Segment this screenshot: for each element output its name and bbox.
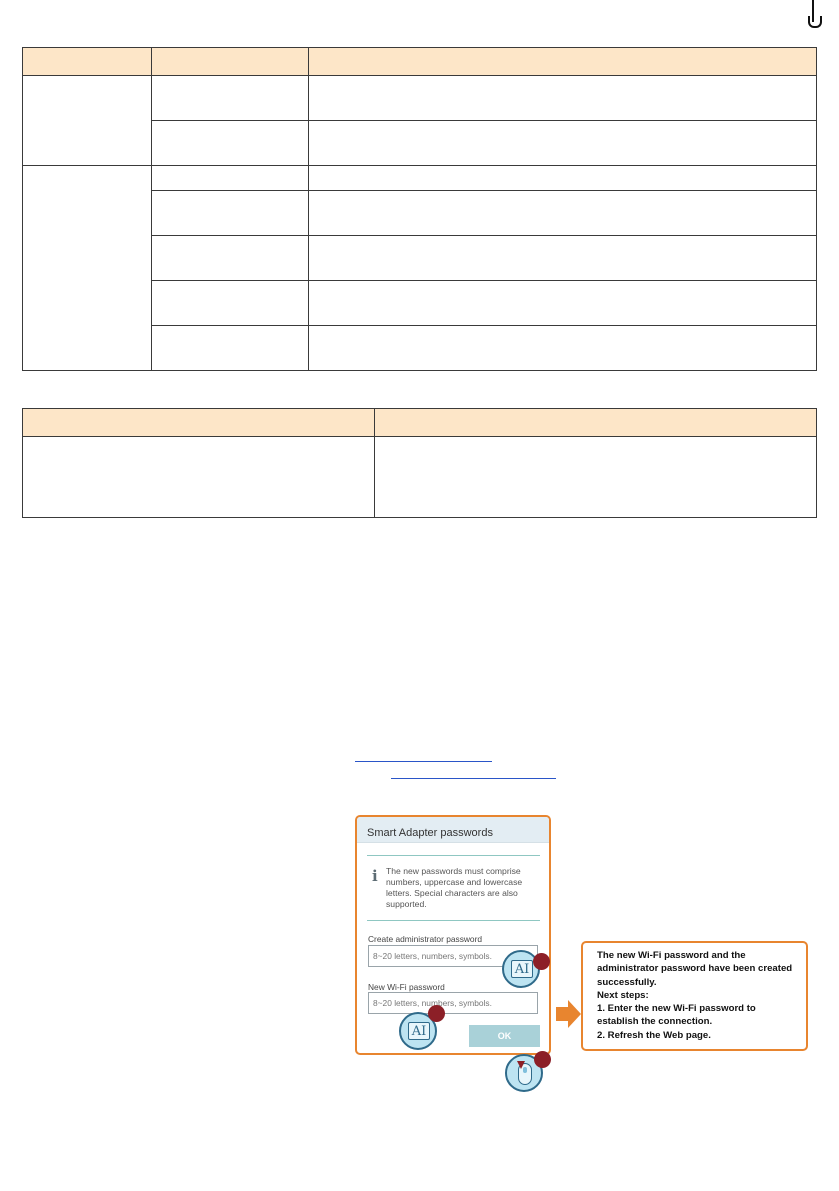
result-line: establish the connection. xyxy=(597,1016,713,1028)
divider xyxy=(367,920,540,921)
ok-button[interactable]: OK xyxy=(469,1025,540,1047)
table-header-cell xyxy=(152,48,309,76)
table-header-cell xyxy=(23,48,152,76)
table-cell xyxy=(152,326,309,371)
parameter-table xyxy=(22,47,817,371)
table-header-cell xyxy=(375,409,817,437)
wifi-password-field[interactable] xyxy=(368,992,538,1014)
result-line: 2. Refresh the Web page. xyxy=(597,1029,711,1041)
password-dialog xyxy=(355,815,551,1055)
pointer-arrow-icon xyxy=(517,1061,525,1069)
table-header-row xyxy=(23,409,817,437)
web-address-link-2[interactable] xyxy=(391,778,556,779)
table-cell xyxy=(309,166,817,191)
table-cell xyxy=(309,236,817,281)
divider xyxy=(367,855,540,856)
table-cell xyxy=(152,191,309,236)
arrow-right-icon-head xyxy=(568,1000,581,1028)
table-cell xyxy=(152,166,309,191)
dialog-title: Smart Adapter passwords xyxy=(357,817,549,843)
table-row xyxy=(23,166,817,191)
table-cell xyxy=(23,437,375,518)
table-cell xyxy=(309,191,817,236)
result-line: administrator password have been created xyxy=(597,963,793,975)
table-cell-group xyxy=(23,76,152,166)
result-line: Next steps: xyxy=(597,989,649,1001)
cut-marker-tip xyxy=(808,16,822,28)
web-address-link-1[interactable] xyxy=(355,761,492,762)
wifi-password-input[interactable] xyxy=(369,993,541,1013)
result-line: 1. Enter the new Wi-Fi password to xyxy=(597,1003,756,1015)
keyboard-icon: AI xyxy=(511,960,533,978)
step-marker-1 xyxy=(533,953,550,970)
step-marker-3 xyxy=(534,1051,551,1068)
info-icon: i xyxy=(372,867,378,885)
table-cell xyxy=(375,437,817,518)
table-cell-group xyxy=(23,166,152,371)
wifi-password-label: New Wi-Fi password xyxy=(368,982,445,992)
table-row xyxy=(23,76,817,121)
table-header-cell xyxy=(309,48,817,76)
table-header-cell xyxy=(23,409,375,437)
table-cell xyxy=(309,281,817,326)
table-cell xyxy=(152,236,309,281)
step-marker-2 xyxy=(428,1005,445,1022)
table-row xyxy=(23,437,817,518)
table-cell xyxy=(309,121,817,166)
table-cell xyxy=(309,76,817,121)
admin-password-label: Create administrator password xyxy=(368,934,483,944)
table-cell xyxy=(152,121,309,166)
table-cell xyxy=(152,76,309,121)
keyboard-icon: AI xyxy=(408,1022,430,1040)
result-message-box xyxy=(581,941,808,1051)
table-cell xyxy=(309,326,817,371)
table-header-row xyxy=(23,48,817,76)
table-cell xyxy=(152,281,309,326)
result-line: The new Wi-Fi password and the xyxy=(597,950,746,961)
fault-table xyxy=(22,408,817,518)
result-line: successfully. xyxy=(597,976,657,988)
password-rules-text: The new passwords must comprise numbers, uppercase and lowercase letters. Special characters are also supported. xyxy=(386,866,523,909)
